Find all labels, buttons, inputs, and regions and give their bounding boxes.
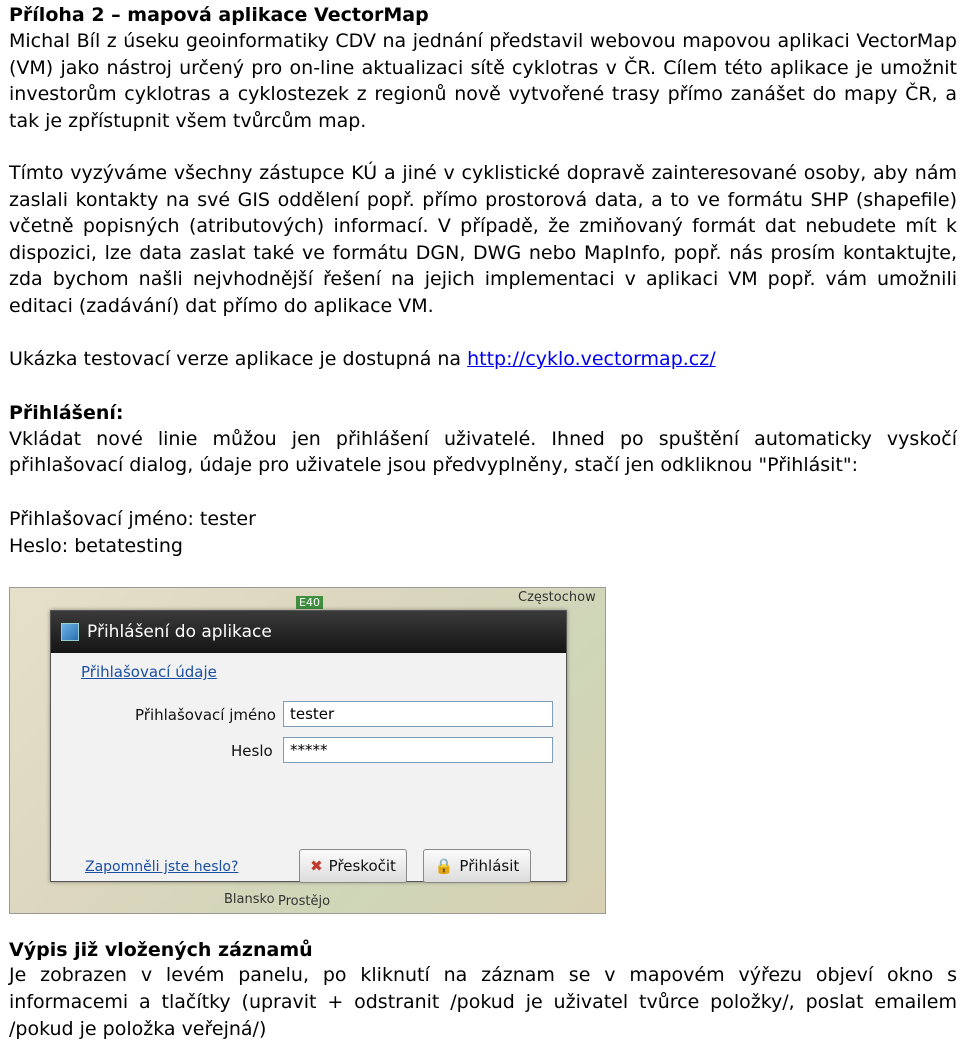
skip-button[interactable]	[299, 849, 407, 883]
document-title: Příloha 2 – mapová aplikace VectorMap	[9, 4, 429, 26]
skip-icon: ✖	[310, 857, 323, 875]
login-button-label: Přihlásit	[459, 857, 520, 875]
password-line: Heslo: betatesting	[9, 534, 183, 557]
dialog-title: Přihlášení do aplikace	[87, 622, 272, 642]
login-paragraph: Vkládat nové linie můžou jen přihlášení uživatelé. Ihned po spuštění automaticky vyskočí přihlašovací dialog, údaje pro uživatele jsou předvyplněny, stačí jen odkliknou "Přihlásit":	[9, 427, 957, 476]
skip-button-label: Přeskočit	[328, 857, 396, 875]
lock-icon: 🔒	[434, 857, 454, 875]
username-line: Přihlašovací jméno: tester	[9, 507, 256, 530]
map-label: Blansko	[224, 892, 275, 907]
credentials-block	[9, 506, 957, 560]
map-label: Prostějo	[278, 894, 331, 909]
password-input[interactable]	[283, 737, 553, 763]
forgot-password-link[interactable]: Zapomněli jste heslo?	[85, 859, 239, 875]
paragraph-call: Tímto vyzýváme všechny zástupce KÚ a jiné v cyklistické dopravě zainteresované osoby, aby nám zaslali kontakty na své GIS oddělení popř. přímo prostorová data, a to ve formátu SHP (shapefile) včetně popisných (atributových) informací. V případě, že zmiňovaný formát dat nebudete mít k dispozici, lze data zaslat také ve formátu DGN, DWG nebo MapInfo, popř. nás prosím kontaktujte, zda bychom našli nejvhodnější řešení na jejich implementaci v aplikaci VM popř. vám umožnili editaci (zadávání) dat přímo do aplikace VM.	[9, 162, 957, 317]
map-road-label: E40	[296, 596, 323, 609]
demo-text: Ukázka testovací verze aplikace je dostupná na	[9, 348, 468, 370]
login-screenshot	[9, 587, 606, 914]
records-heading: Výpis již vložených záznamů	[9, 939, 313, 961]
app-icon	[61, 623, 79, 641]
records-section	[9, 938, 957, 1043]
username-label: Přihlašovací jméno	[135, 706, 276, 724]
demo-link[interactable]: http://cyklo.vectormap.cz/	[467, 348, 716, 370]
paragraph-intro: Michal Bíl z úseku geoinformatiky CDV na jednání představil webovou mapovou aplikaci VectorMap (VM) jako nástroj určený pro on-line aktualizaci sítě cyklotras v ČR. Cílem této aplikace je umožnit investorům cyklotras a cyklostezek z regionů nově vytvořené trasy přímo zanášet do mapy ČR, a tak je zpřístupnit všem tvůrcům map.	[9, 30, 957, 132]
password-label: Heslo	[231, 742, 273, 760]
credentials-group-title: Přihlašovací údaje	[81, 663, 217, 681]
login-button[interactable]	[423, 849, 531, 883]
map-label: Częstochow	[518, 590, 596, 605]
paragraph-demo	[9, 346, 957, 373]
document-page	[9, 0, 957, 560]
records-paragraph: Je zobrazen v levém panelu, po kliknutí na záznam se v mapovém výřezu objeví okno s informacemi a tlačítky (upravit + odstranit /pokud je uživatel tvůrce položky/, poslat emailem /pokud je položka veřejná/)	[9, 964, 957, 1040]
login-heading: Přihlášení:	[9, 401, 124, 424]
dialog-titlebar	[51, 611, 566, 653]
username-input[interactable]	[283, 701, 553, 727]
login-dialog	[50, 610, 567, 882]
